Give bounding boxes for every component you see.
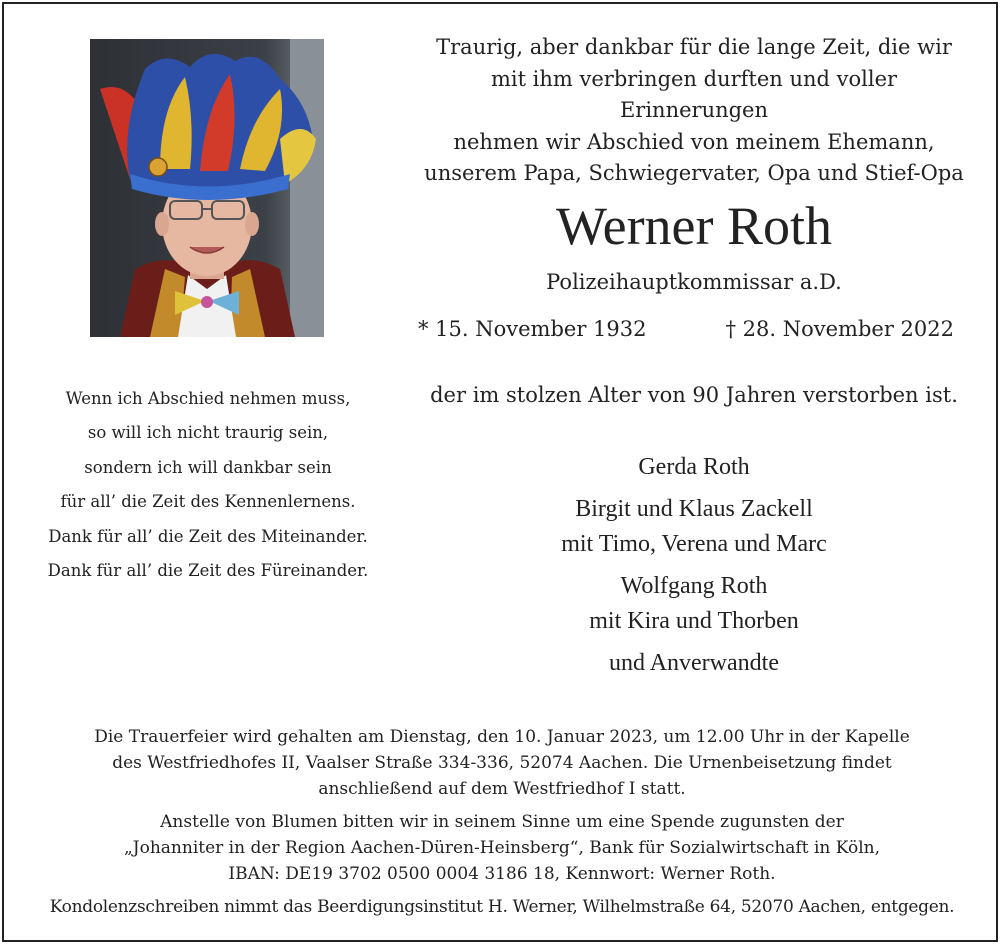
mourner-line: mit Kira und Thorben	[589, 608, 799, 634]
mourner-line: und Anverwandte	[609, 650, 779, 676]
obituary-notice	[2, 2, 998, 942]
mourner-group	[414, 450, 974, 485]
intro-line: mit ihm verbringen durften und voller Erinnerungen	[490, 66, 898, 122]
poem-line: Dank für all’ die Zeit des Füreinander.	[47, 561, 369, 581]
funeral-details	[24, 724, 980, 802]
poem-line: so will ich nicht traurig sein,	[87, 423, 329, 443]
mourner-line: Wolfgang Roth	[620, 573, 768, 599]
poem-line: für all’ die Zeit des Kennenlernens.	[60, 492, 356, 512]
condolence-note: Kondolenzschreiben nimmt das Beerdigungsinstitut H. Werner, Wilhelmstraße 64, 52070 Aachen, entgegen.	[49, 897, 955, 917]
deceased-name: Werner Roth	[555, 196, 833, 256]
mourner-group	[414, 569, 974, 639]
mourner-group	[414, 646, 974, 681]
deceased-title: Polizeihauptkommissar a.D.	[546, 270, 842, 294]
intro-text	[414, 32, 974, 190]
service-info	[24, 724, 980, 927]
poem-line: sondern ich will dankbar sein	[84, 457, 332, 477]
portrait-photo	[90, 39, 324, 337]
funeral-line: anschließend auf dem Westfriedhof I statt.	[318, 779, 686, 799]
donation-line: Anstelle von Blumen bitten wir in seinem Sinne um eine Spende zugunsten der	[160, 812, 844, 832]
funeral-line: des Westfriedhofes II, Vaalser Straße 334-336, 52074 Aachen. Die Urnenbeisetzung findet	[112, 753, 892, 773]
donation-line: „Johanniter in der Region Aachen-Düren-Heinsberg“, Bank für Sozialwirtschaft in Köln,	[123, 838, 881, 858]
poem	[28, 382, 388, 588]
intro-line: nehmen wir Abschied von meinem Ehemann,	[453, 129, 935, 154]
mourners-list	[414, 450, 974, 688]
death-date: † 28. November 2022	[725, 317, 954, 341]
funeral-line: Die Trauerfeier wird gehalten am Dienstag, den 10. Januar 2023, um 12.00 Uhr in der Kapelle	[94, 727, 910, 747]
intro-line: unserem Papa, Schwiegervater, Opa und Stief-Opa	[424, 161, 964, 185]
donation-line: IBAN: DE19 3702 0500 0004 3186 18, Kennwort: Werner Roth.	[228, 864, 776, 884]
poem-line: Dank für all’ die Zeit des Miteinander.	[48, 526, 368, 546]
mourner-group	[414, 492, 974, 562]
mourner-line: Birgit und Klaus Zackell	[575, 496, 813, 522]
age-line: der im stolzen Alter von 90 Jahren verstorben ist.	[430, 383, 958, 407]
birth-date: * 15. November 1932	[418, 317, 647, 341]
mourner-line: Gerda Roth	[638, 454, 750, 480]
mourner-line: mit Timo, Verena und Marc	[561, 531, 827, 557]
donation-details	[24, 809, 980, 887]
poem-line: Wenn ich Abschied nehmen muss,	[65, 389, 351, 408]
intro-line: Traurig, aber dankbar für die lange Zeit, die wir	[436, 35, 952, 59]
